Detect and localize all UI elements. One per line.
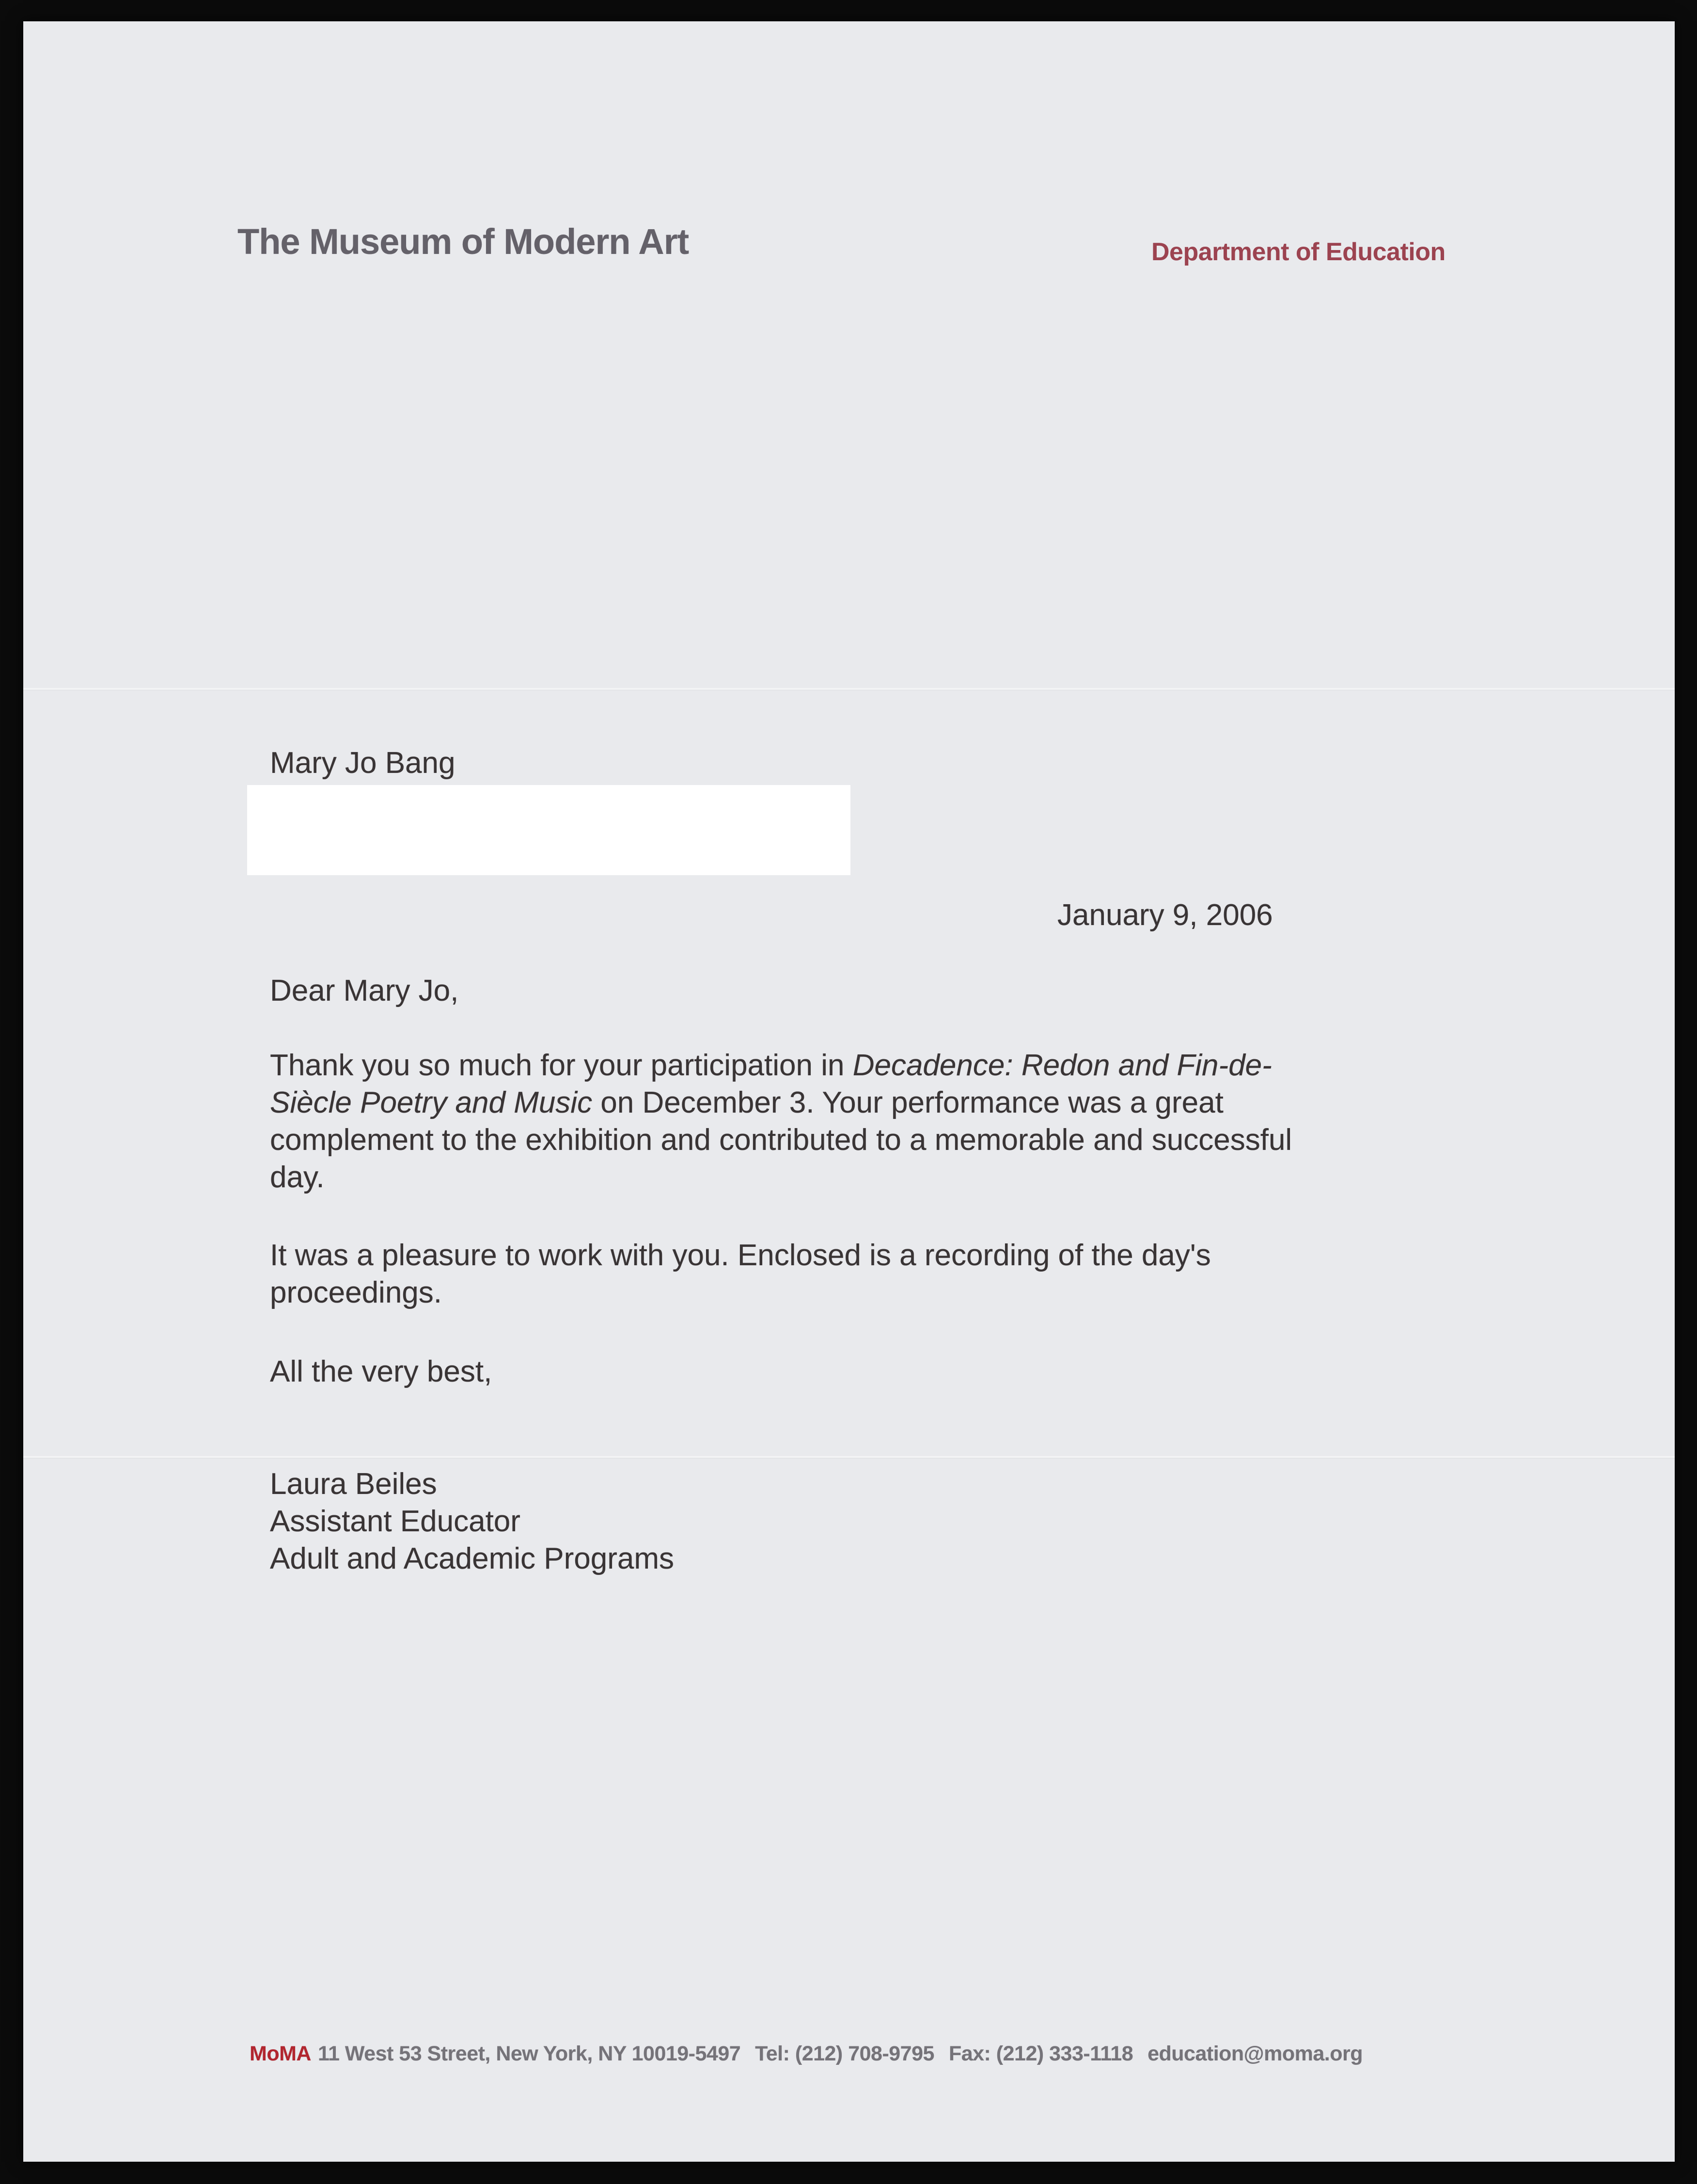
redacted-address-box <box>247 785 850 875</box>
exhibition-title-segment: Siècle Poetry and Music <box>270 1086 593 1119</box>
body-text-segment: Thank you so much for your participation in <box>270 1049 853 1082</box>
body-text-segment: on December 3. Your performance was a great <box>592 1086 1224 1119</box>
signer-program: Adult and Academic Programs <box>270 1542 674 1575</box>
moma-wordmark: MoMA <box>250 2042 311 2065</box>
fold-crease-bottom <box>23 1456 1675 1459</box>
footer-tel: Tel: (212) 708-9795 <box>755 2042 934 2065</box>
department-name: Department of Education <box>1151 238 1446 266</box>
letter-date: January 9, 2006 <box>1057 898 1273 932</box>
signature-block <box>270 1465 674 1577</box>
signer-name: Laura Beiles <box>270 1467 437 1501</box>
letter-page <box>23 21 1675 2162</box>
body-paragraph-2 <box>270 1237 1457 1311</box>
footer-address: 11 West 53 Street, New York, NY 10019-5497 <box>317 2042 741 2065</box>
body-line-1 <box>270 1047 1457 1084</box>
body-line-3 <box>270 1121 1457 1159</box>
body-line-6: proceedings. <box>270 1276 442 1309</box>
body-text-segment: day. <box>270 1161 325 1194</box>
body-line-5: It was a pleasure to work with you. Enclosed is a recording of the day's <box>270 1239 1211 1272</box>
footer <box>250 2042 1363 2066</box>
footer-email: education@moma.org <box>1147 2042 1363 2065</box>
fold-crease-top <box>23 688 1675 691</box>
signer-title: Assistant Educator <box>270 1505 520 1538</box>
footer-fax: Fax: (212) 333-1118 <box>948 2042 1133 2065</box>
body-paragraph-1 <box>270 1047 1457 1196</box>
closing-line: All the very best, <box>270 1355 492 1388</box>
body-line-2 <box>270 1084 1457 1121</box>
salutation: Dear Mary Jo, <box>270 974 459 1007</box>
exhibition-title-segment: Decadence: Redon and Fin-de- <box>852 1049 1272 1082</box>
organization-name: The Museum of Modern Art <box>237 221 689 262</box>
body-text-segment: complement to the exhibition and contributed to a memorable and successful <box>270 1123 1292 1157</box>
recipient-name: Mary Jo Bang <box>270 746 456 780</box>
body-line-4 <box>270 1159 1457 1196</box>
